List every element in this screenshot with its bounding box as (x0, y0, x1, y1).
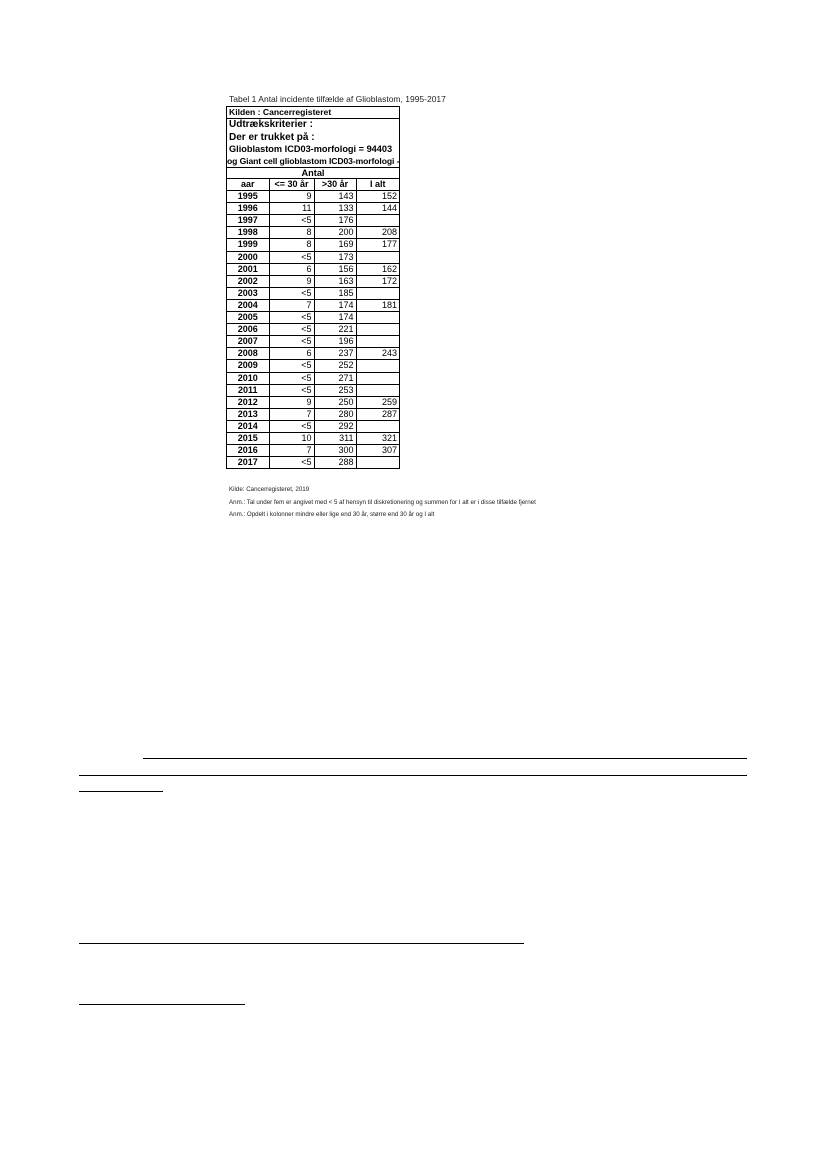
cell-over-30: 250 (314, 396, 356, 408)
cell-under-30: 6 (269, 263, 314, 275)
cell-under-30: 11 (269, 203, 314, 215)
cell-under-30: 9 (269, 191, 314, 203)
table-source-line: Kilden : Cancerregisteret (227, 107, 399, 119)
cell-under-30: 9 (269, 275, 314, 287)
cell-year: 1999 (227, 239, 269, 251)
table-criteria-line: Udtrækskriterier : (229, 119, 313, 130)
cell-over-30: 196 (314, 336, 356, 348)
cell-under-30: <5 (269, 457, 314, 469)
cell-total: 144 (356, 203, 399, 215)
cell-year: 2014 (227, 420, 269, 432)
cell-total: 321 (356, 432, 399, 444)
cell-total (356, 324, 399, 336)
column-header-row (227, 179, 399, 191)
cell-under-30: <5 (269, 372, 314, 384)
table-row (227, 203, 399, 215)
cell-over-30: 237 (314, 348, 356, 360)
table-body (227, 191, 399, 469)
cell-year: 2012 (227, 396, 269, 408)
cell-over-30: 288 (314, 457, 356, 469)
cell-year: 2011 (227, 384, 269, 396)
cell-total (356, 251, 399, 263)
cell-total: 172 (356, 275, 399, 287)
table-row (227, 372, 399, 384)
group-header: Antal (227, 168, 399, 179)
cell-year: 2013 (227, 408, 269, 420)
cell-under-30: <5 (269, 287, 314, 299)
cell-under-30: 8 (269, 239, 314, 251)
cell-total: 177 (356, 239, 399, 251)
cell-over-30: 174 (314, 312, 356, 324)
table-row (227, 420, 399, 432)
cell-over-30: 253 (314, 384, 356, 396)
cell-under-30: 7 (269, 445, 314, 457)
cell-year: 2016 (227, 445, 269, 457)
cell-under-30: 8 (269, 227, 314, 239)
cell-over-30: 200 (314, 227, 356, 239)
cell-year: 2002 (227, 275, 269, 287)
cell-total (356, 360, 399, 372)
cell-over-30: 300 (314, 445, 356, 457)
cell-over-30: 280 (314, 408, 356, 420)
cell-over-30: 176 (314, 215, 356, 227)
cell-year: 2015 (227, 432, 269, 444)
cell-total (356, 384, 399, 396)
cell-under-30: <5 (269, 360, 314, 372)
cell-over-30: 163 (314, 275, 356, 287)
cell-over-30: 292 (314, 420, 356, 432)
table-row (227, 336, 399, 348)
cell-year: 2001 (227, 263, 269, 275)
cell-under-30: <5 (269, 420, 314, 432)
cell-year: 2017 (237, 457, 258, 468)
table-row (227, 384, 399, 396)
column-header-total: I alt (356, 179, 399, 191)
cell-under-30: <5 (269, 324, 314, 336)
cell-year: 1995 (227, 191, 269, 203)
cell-total: 162 (356, 263, 399, 275)
table-row (227, 251, 399, 263)
table-row (227, 191, 399, 203)
cell-year: 2008 (227, 348, 269, 360)
table-row (227, 287, 399, 299)
cell-under-30: 7 (269, 299, 314, 311)
cell-total: 287 (356, 408, 399, 420)
table-criteria-line: og Giant cell glioblastom ICD03-morfologi - (227, 156, 399, 169)
cell-over-30: 156 (314, 263, 356, 275)
cell-over-30: 174 (314, 299, 356, 311)
cell-total (356, 457, 399, 469)
cell-year: 2004 (227, 299, 269, 311)
underline-rule (79, 775, 747, 776)
cell-under-30: 10 (269, 432, 314, 444)
cell-total: 152 (356, 191, 399, 203)
table-caption: Tabel 1 Antal incidente tilfælde af Glioblastom, 1995-2017 (229, 94, 446, 104)
table-row (227, 324, 399, 336)
cell-total (356, 372, 399, 384)
cell-total (356, 215, 399, 227)
cell-under-30: 7 (269, 408, 314, 420)
annotation-note: Anm.: Opdelt i kolonner mindre eller lige end 30 år, større end 30 år og I alt (229, 511, 435, 518)
cell-year: 2000 (227, 251, 269, 263)
underline-rule (143, 758, 747, 759)
cell-total: 243 (356, 348, 399, 360)
column-header-over-30: >30 år (314, 179, 356, 191)
cell-over-30: 185 (314, 287, 356, 299)
cell-under-30: <5 (269, 336, 314, 348)
cell-total (356, 312, 399, 324)
table-row (227, 263, 399, 275)
source-note: Kilde: Cancerregisteret, 2019 (229, 486, 310, 493)
annotation-note: Anm.: Tal under fem er angivet med < 5 af hensyn til diskretionering og summen for I alt er i disse tilfælde fjernet (229, 499, 536, 506)
cell-over-30: 133 (314, 203, 356, 215)
table-row (227, 408, 399, 420)
table-row (227, 215, 399, 227)
column-header-year: aar (227, 179, 269, 191)
cell-total: 208 (356, 227, 399, 239)
underline-rule (79, 943, 524, 944)
cell-year: 2009 (227, 360, 269, 372)
cell-year: 1998 (227, 227, 269, 239)
cell-under-30: 6 (269, 348, 314, 360)
cell-over-30: 271 (314, 372, 356, 384)
cell-over-30: 169 (314, 239, 356, 251)
cell-total (356, 336, 399, 348)
cell-under-30: <5 (269, 384, 314, 396)
cell-total (356, 420, 399, 432)
cell-year: 2003 (227, 287, 269, 299)
table-criteria-line: Glioblastom ICD03-morfologi = 94403 (229, 144, 393, 154)
cell-year: 2010 (227, 372, 269, 384)
incidence-table (226, 106, 400, 469)
table-row (227, 445, 399, 457)
table-row (227, 239, 399, 251)
cell-over-30: 252 (314, 360, 356, 372)
cell-total: 181 (356, 299, 399, 311)
table-row (227, 275, 399, 287)
cell-under-30: <5 (269, 312, 314, 324)
table-row (227, 348, 399, 360)
table-row (227, 360, 399, 372)
table-criteria-line: Der er trukket på : (229, 131, 315, 143)
cell-total (356, 287, 399, 299)
cell-under-30: <5 (269, 251, 314, 263)
cell-under-30: 9 (269, 396, 314, 408)
table-row (227, 312, 399, 324)
table-row (227, 457, 399, 469)
cell-total: 307 (356, 445, 399, 457)
table-row (227, 396, 399, 408)
cell-over-30: 311 (314, 432, 356, 444)
cell-under-30: <5 (269, 215, 314, 227)
column-header-under-30: <= 30 år (269, 179, 314, 191)
table-row (227, 227, 399, 239)
cell-year: 2006 (227, 324, 269, 336)
underline-rule (79, 1004, 245, 1005)
table-row (227, 432, 399, 444)
cell-over-30: 221 (314, 324, 356, 336)
cell-year: 1996 (227, 203, 269, 215)
cell-total: 259 (356, 396, 399, 408)
cell-year: 2005 (227, 312, 269, 324)
cell-year: 1997 (227, 215, 269, 227)
cell-over-30: 143 (314, 191, 356, 203)
cell-year: 2007 (227, 336, 269, 348)
cell-over-30: 173 (314, 251, 356, 263)
table-row (227, 299, 399, 311)
underline-rule (79, 791, 163, 792)
data-table (227, 179, 399, 468)
